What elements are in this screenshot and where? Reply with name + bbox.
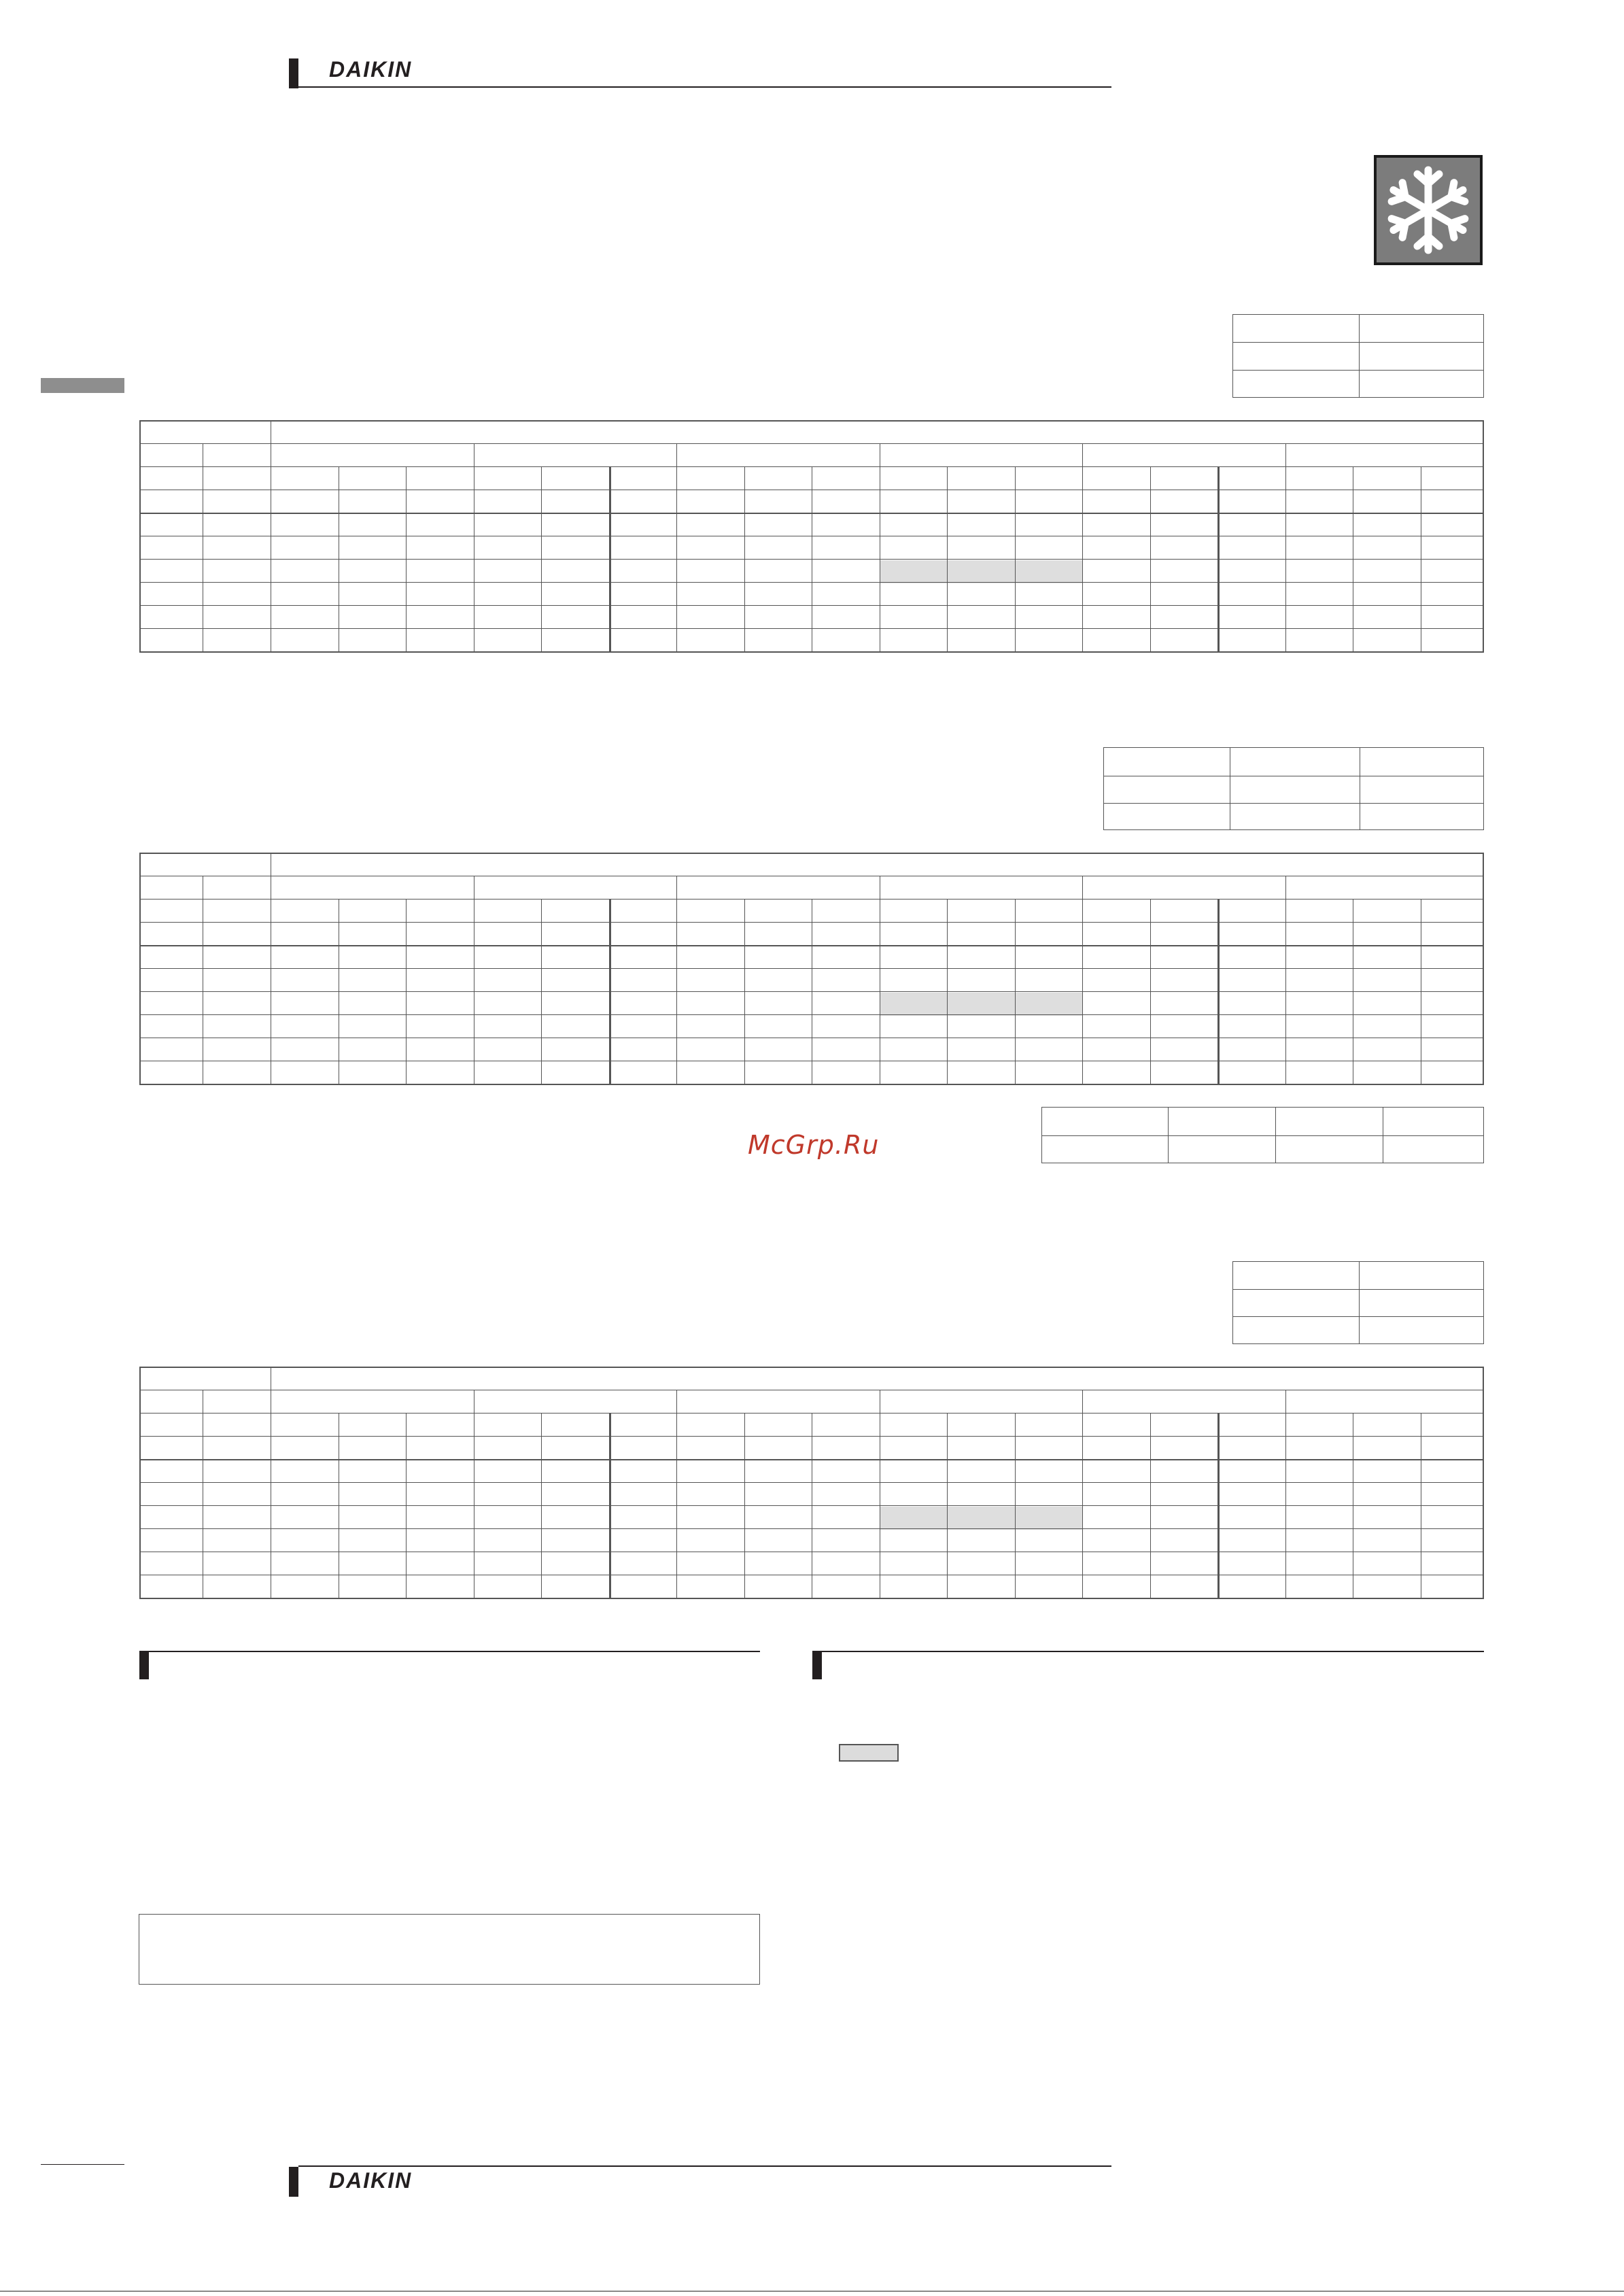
section-left-bar	[139, 1651, 149, 1679]
section-left-rule	[149, 1651, 760, 1652]
footer-left-rule	[41, 2164, 124, 2165]
key-table-3	[1041, 1107, 1484, 1163]
snowflake-icon	[1374, 155, 1483, 265]
watermark: McGrp.Ru	[748, 1130, 880, 1160]
side-tab	[41, 378, 124, 393]
data-table-2	[139, 853, 1484, 1085]
legend-shade-swatch	[839, 1744, 899, 1762]
section-right-rule	[822, 1651, 1484, 1652]
header-brand-logo: DAIKIN	[329, 57, 413, 82]
key-table-4	[1232, 1261, 1484, 1344]
data-table-1	[139, 420, 1484, 653]
key-table-1	[1232, 314, 1484, 398]
page-bottom-rule	[0, 2291, 1624, 2292]
header-rule	[298, 86, 1111, 88]
key-table-2	[1103, 747, 1484, 830]
data-table-3	[139, 1367, 1484, 1599]
footer-brand-bar	[289, 2167, 298, 2197]
section-right-bar	[812, 1651, 822, 1679]
note-box	[139, 1914, 760, 1985]
header-brand-bar	[289, 58, 298, 88]
footer-rule	[298, 2165, 1111, 2167]
footer-brand-logo: DAIKIN	[329, 2168, 413, 2193]
